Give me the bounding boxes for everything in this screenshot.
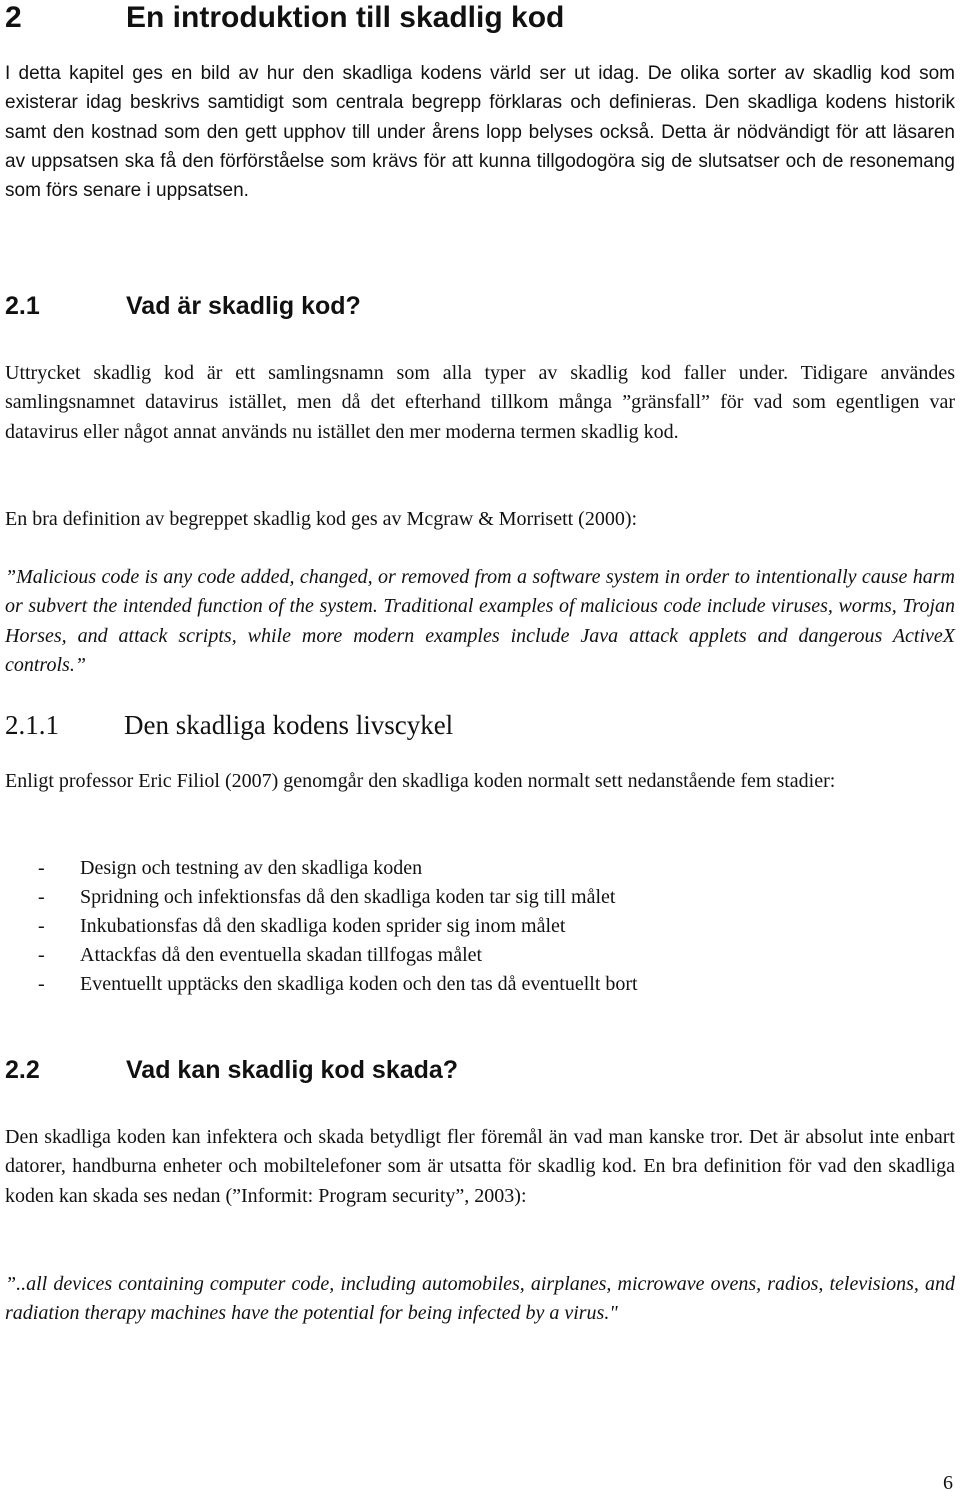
section-title: Den skadliga kodens livscykel <box>124 710 454 740</box>
section-heading-2-2 <box>5 1055 458 1085</box>
list-item <box>5 970 638 999</box>
list-item-text: Eventuellt upptäcks den skadliga koden och den tas då eventuellt bort <box>80 973 638 995</box>
chapter-intro-paragraph: I detta kapitel ges en bild av hur den skadliga kodens värld ser ut idag. De olika sorter av skadlig kod som existerar idag beskrivs samtidigt som centrala begrepp förklaras och definieras. Den skadliga kodens historik samt den kostnad som den gett upphov till under årens lopp belyses också. Detta är nödvändigt för att läsaren av uppsatsen ska få den förförståelse som krävs för att kunna tillgodogöra sig de slutsatser och de resonemang som förs senare i uppsatsen. <box>5 63 955 202</box>
list-item <box>5 883 638 912</box>
lifecycle-stage-list <box>5 854 638 999</box>
chapter-title: En introduktion till skadlig kod <box>126 1 565 34</box>
section-number: 2.1.1 <box>5 710 59 740</box>
chapter-heading <box>5 0 564 36</box>
list-dash: - <box>38 857 45 879</box>
list-item-text: Design och testning av den skadliga koden <box>80 857 423 879</box>
list-item-text: Inkubationsfas då den skadliga koden sprider sig inom målet <box>80 915 566 937</box>
list-item <box>5 912 638 941</box>
list-item-text: Spridning och infektionsfas då den skadliga koden tar sig till målet <box>80 886 616 908</box>
section-heading-2-1-1 <box>5 709 453 741</box>
list-dash: - <box>38 915 45 937</box>
section-title: Vad är skadlig kod? <box>126 292 361 320</box>
informit-quote: ”..all devices containing computer code, including automobiles, airplanes, microwave ovens, radios, televisions, and radiation therapy machines have the potential for being infected by a virus." <box>5 1273 955 1325</box>
section-2-1-1-paragraph: Enligt professor Eric Filiol (2007) genomgår den skadliga koden normalt sett nedanstående fem stadier: <box>5 770 836 792</box>
list-dash: - <box>38 886 45 908</box>
list-item <box>5 854 638 883</box>
section-number: 2.2 <box>5 1056 40 1084</box>
section-2-1-paragraph-2: En bra definition av begreppet skadlig kod ges av Mcgraw & Morrisett (2000): <box>5 508 638 530</box>
section-number: 2.1 <box>5 292 40 320</box>
section-title: Vad kan skadlig kod skada? <box>126 1056 459 1084</box>
page-number: 6 <box>943 1472 953 1494</box>
chapter-number: 2 <box>5 1 22 34</box>
mcgraw-quote: ”Malicious code is any code added, changed, or removed from a software system in order to intentionally cause harm or subvert the intended function of the system. Traditional examples of malicious code include viruses, worms, Trojan Horses, and attack scripts, while more modern examples include Java attack applets and dangerous ActiveX controls.” <box>5 566 955 676</box>
list-dash: - <box>38 944 45 966</box>
list-item-text: Attackfas då den eventuella skadan tillfogas målet <box>80 944 483 966</box>
section-heading-2-1 <box>5 291 361 321</box>
section-2-1-paragraph-1: Uttrycket skadlig kod är ett samlingsnamn som alla typer av skadlig kod faller under. Tidigare användes samlingsnamnet datavirus istället, men då det efterhand tillkom många ”gränsfall” för vad som egentligen var datavirus eller något annat används nu istället den mer moderna termen skadlig kod. <box>5 362 955 443</box>
section-2-2-paragraph: Den skadliga koden kan infektera och skada betydligt fler föremål än vad man kanske tror. Det är absolut inte enbart datorer, handburna enheter och mobiltelefoner som är utsatta för skadlig kod. En bra definition för vad den skadliga koden kan skada ses nedan (”Informit: Program security”, 2003): <box>5 1126 955 1207</box>
list-dash: - <box>38 973 45 995</box>
list-item <box>5 941 638 970</box>
